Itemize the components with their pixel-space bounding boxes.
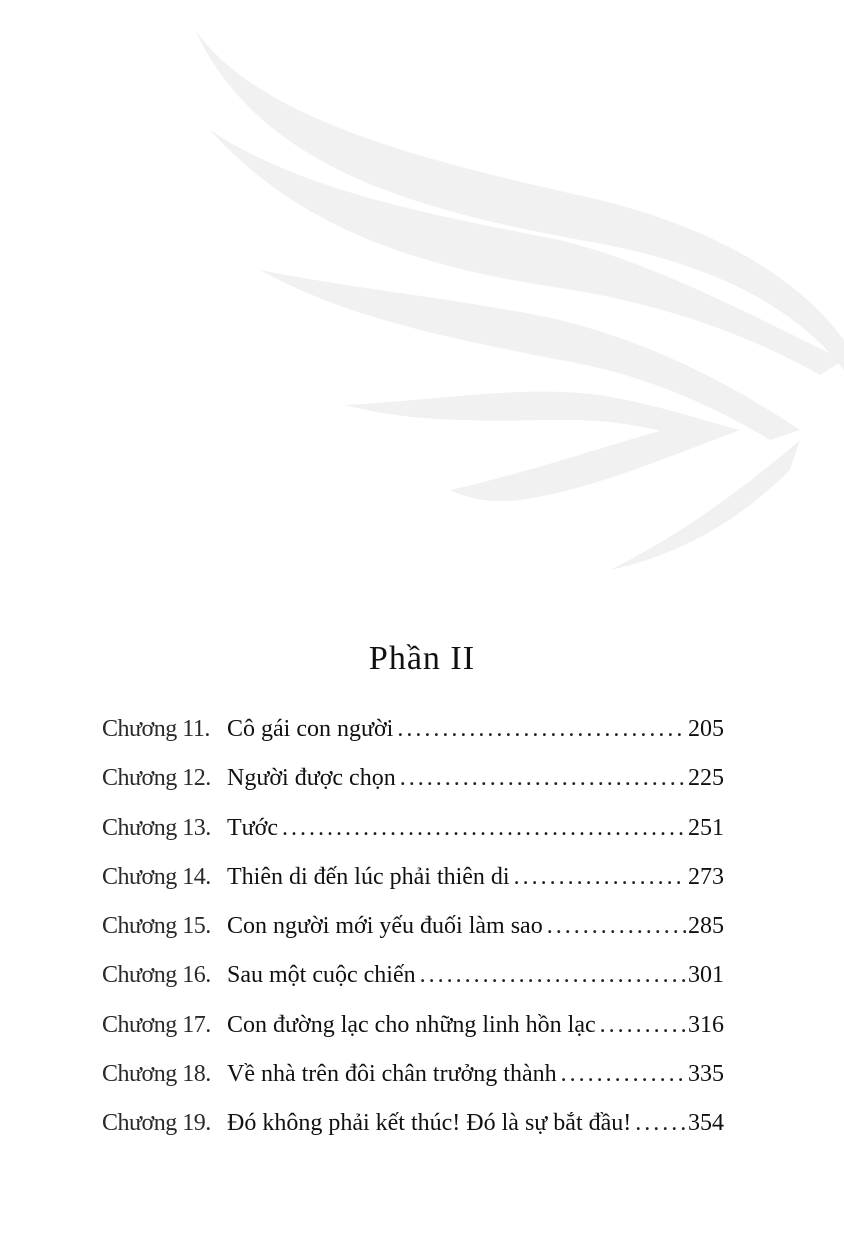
toc-row	[102, 913, 724, 962]
toc-row	[102, 815, 724, 864]
toc-page-number: 273	[688, 863, 724, 890]
toc-row	[102, 1061, 724, 1110]
part-title: Phần II	[368, 640, 476, 677]
toc-dot-leader	[282, 815, 686, 842]
toc-dot-leader	[514, 864, 686, 891]
toc-chapter-number: Chương 15.	[102, 913, 211, 940]
toc-chapter-number: Chương 13.	[102, 814, 211, 841]
toc-chapter-title: Đó không phải kết thúc! Đó là sự bắt đầu!	[227, 1110, 632, 1137]
toc-chapter-title: Sau một cuộc chiến	[227, 962, 416, 989]
toc-row	[102, 864, 724, 913]
toc-page-number: 285	[688, 913, 724, 940]
toc-dot-leader	[400, 765, 686, 792]
toc-dot-leader	[600, 1012, 686, 1039]
toc-row	[102, 716, 724, 765]
toc-chapter-title: Tước	[227, 814, 279, 841]
toc-dot-leader	[547, 913, 686, 940]
toc-chapter-number: Chương 16.	[102, 962, 211, 989]
toc-dot-leader	[420, 962, 686, 989]
toc-chapter-title: Con người mới yếu đuối làm sao	[227, 913, 543, 940]
toc-row	[102, 1110, 724, 1159]
toc-page-number: 251	[688, 814, 724, 841]
toc-dot-leader	[635, 1110, 686, 1137]
toc-dot-leader	[561, 1061, 686, 1088]
table-of-contents	[102, 716, 724, 1160]
toc-chapter-title: Về nhà trên đôi chân trưởng thành	[227, 1061, 557, 1088]
toc-page-number: 205	[688, 716, 724, 742]
toc-chapter-number: Chương 14.	[102, 863, 211, 890]
toc-chapter-number: Chương 19.	[102, 1110, 211, 1137]
toc-chapter-title: Con đường lạc cho những linh hồn lạc	[227, 1011, 596, 1038]
toc-row	[102, 1012, 724, 1061]
toc-row	[102, 962, 724, 1011]
toc-page-number: 225	[688, 765, 724, 792]
toc-chapter-number: Chương 17.	[102, 1011, 211, 1038]
toc-page-number: 354	[688, 1110, 724, 1137]
toc-chapter-title: Thiên di đến lúc phải thiên di	[227, 863, 510, 890]
toc-row	[102, 765, 724, 814]
toc-chapter-number: Chương 11.	[102, 716, 210, 742]
toc-chapter-number: Chương 12.	[102, 765, 211, 792]
toc-chapter-number: Chương 18.	[102, 1061, 211, 1088]
toc-page-number: 316	[688, 1011, 724, 1038]
toc-page-number: 335	[688, 1061, 724, 1088]
toc-dot-leader	[397, 716, 686, 743]
toc-page-number: 301	[688, 962, 724, 989]
toc-chapter-title: Người được chọn	[227, 765, 396, 792]
toc-chapter-title: Cô gái con người	[227, 716, 394, 742]
wing-watermark-icon	[0, 0, 844, 600]
